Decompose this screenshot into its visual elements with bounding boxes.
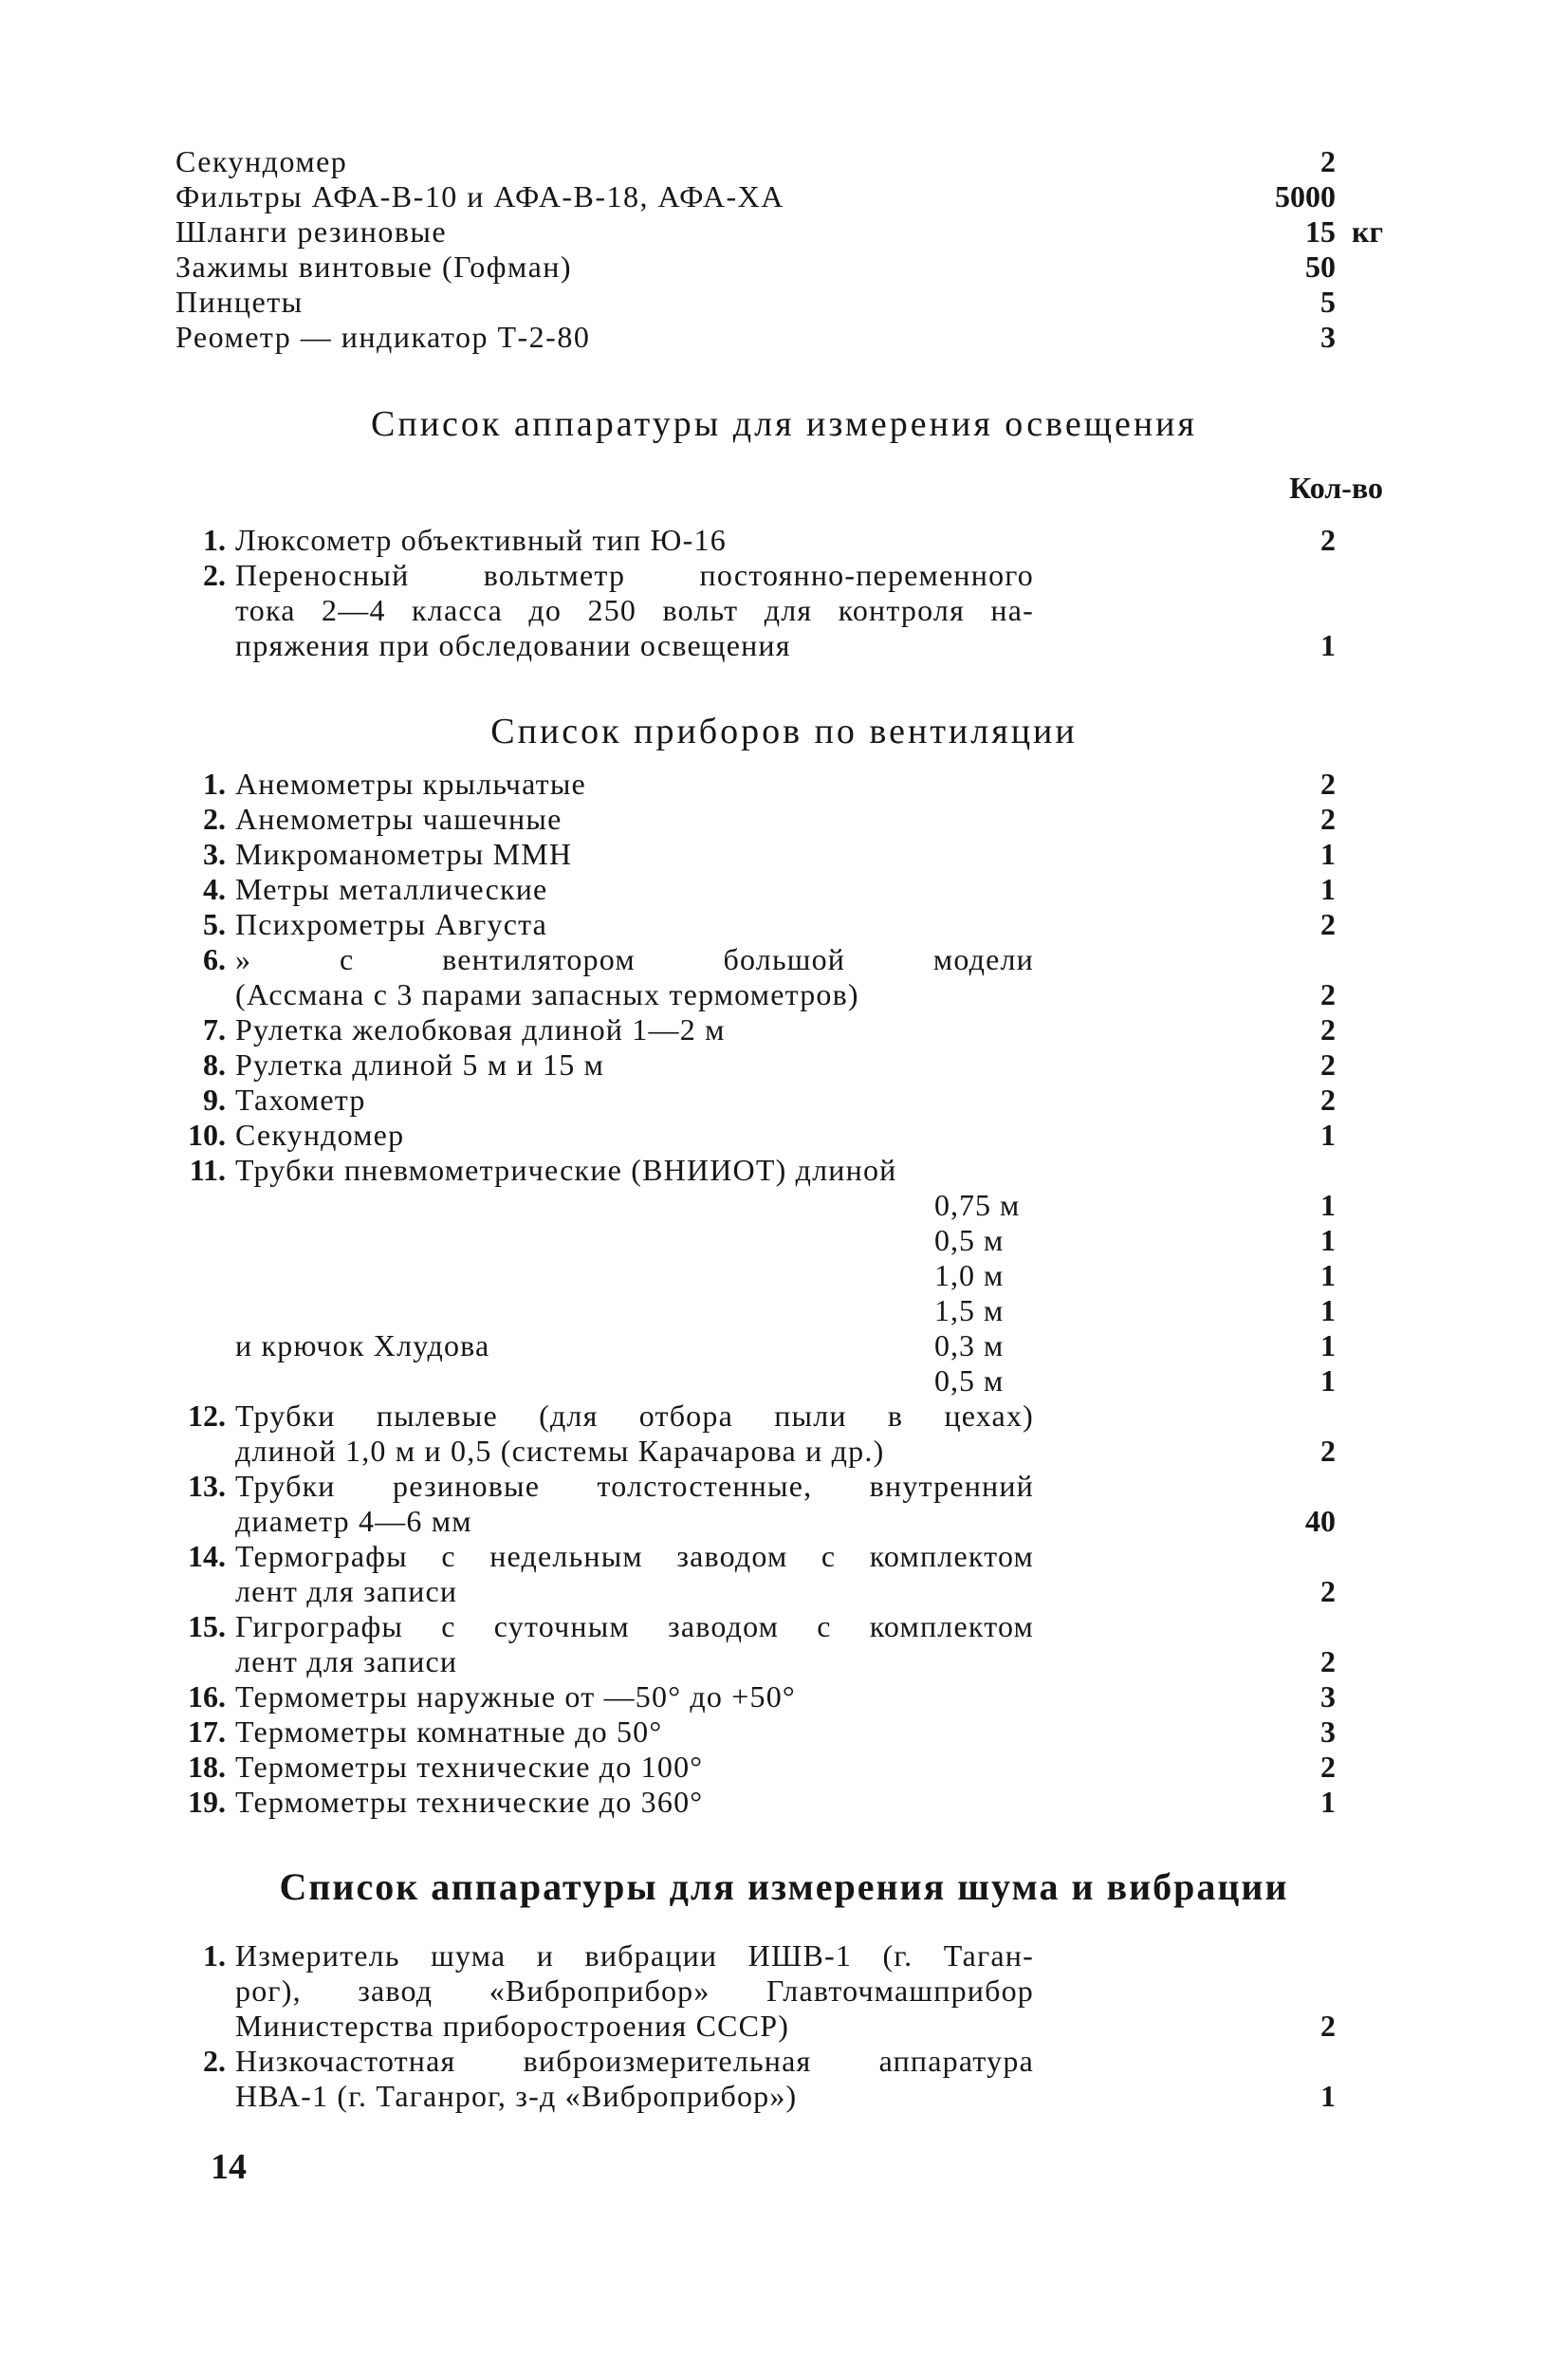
item-text: » с вентилятором большой модели [235,942,1034,976]
list-item [0,558,1568,593]
item-quantity: 2 [1320,1750,1336,1784]
item-quantity: 1 [1320,1363,1336,1398]
item-number: 1. [203,1938,226,1973]
item-text: Секундомер [235,1118,405,1152]
length-variant [0,1223,1568,1258]
item-quantity: 1 [1320,628,1336,662]
item-quantity: 5000 [1275,179,1336,213]
item-number: 13. [188,1469,226,1503]
item-text: лент для записи [235,1644,458,1678]
item-quantity: 3 [1320,320,1336,354]
variant-length: 1,5 м [934,1293,1005,1327]
item-name: Секундомер [175,144,348,178]
lighting-section-title: Список аппаратуры для измерения освещения [371,404,1197,444]
item-number: 2. [203,2044,226,2078]
list-item [0,802,1568,837]
item-quantity: 2 [1320,1644,1336,1678]
item-text: Низкочастотная виброизмерительная аппаратура [235,2044,1034,2078]
list-item-continuation [0,1973,1568,2009]
item-quantity: 5 [1320,285,1336,319]
item-quantity: 2 [1320,1434,1336,1468]
list-item-continuation [0,1644,1568,1679]
list-item [0,872,1568,907]
list-item [0,942,1568,977]
list-item [0,1083,1568,1118]
item-quantity: 1 [1320,1223,1336,1257]
length-variant [0,1293,1568,1328]
variant-length: 0,75 м [934,1188,1021,1222]
item-text: Термометры технические до 100° [235,1750,704,1784]
list-item [0,1399,1568,1434]
item-text: Термометры наружные от —50° до +50° [235,1679,796,1714]
item-text: Тахометр [235,1083,366,1117]
item-quantity: 2 [1320,523,1336,557]
page-number: 14 [211,2147,247,2187]
item-text: тока 2—4 класса до 250 вольт для контроля на- [235,593,1034,627]
item-quantity: 2 [1320,1047,1336,1082]
list-item [0,1679,1568,1714]
list-item [0,1469,1568,1504]
item-quantity: 40 [1305,1504,1336,1538]
item-quantity: 1 [1320,1258,1336,1292]
item-text: Рулетка желобковая длиной 1—2 м [235,1012,726,1047]
item-unit: кг [1352,214,1383,249]
item-quantity: 3 [1320,1714,1336,1749]
list-item-continuation [0,593,1568,628]
list-item-continuation [0,1434,1568,1469]
item-text: Трубки резиновые толстостенные, внутренний [235,1469,1034,1503]
lighting-equipment-list [0,523,1568,663]
list-item [0,1609,1568,1644]
item-text: Переносный вольтметр постоянно-переменного [235,558,1034,592]
length-variant [0,1363,1568,1399]
noise-section-title: Список аппаратуры для измерения шума и вибрации [279,1865,1289,1908]
list-item [0,144,1568,179]
item-quantity: 1 [1320,2079,1336,2113]
item-number: 15. [188,1609,226,1643]
item-text: лент для записи [235,1574,458,1608]
item-number: 3. [203,837,226,871]
list-item-continuation [0,2009,1568,2044]
item-text: Министерства приборостроения СССР) [235,2009,790,2043]
length-variant [0,1258,1568,1293]
item-text: Трубки пневмометрические (ВНИИОТ) длиной [235,1153,897,1187]
list-item-continuation [0,1504,1568,1539]
item-text: длиной 1,0 м и 0,5 (системы Карачарова и др.) [235,1434,885,1468]
list-item [0,1012,1568,1047]
item-name: Пинцеты [175,285,304,319]
list-item [0,1153,1568,1188]
item-number: 1. [203,523,226,557]
item-quantity: 2 [1320,907,1336,941]
variant-label: и крючок Хлудова [235,1328,490,1362]
item-quantity: 2 [1320,1012,1336,1047]
item-name: Зажимы винтовые (Гофман) [175,250,573,284]
item-quantity: 1 [1320,872,1336,906]
item-text: Анемометры крыльчатые [235,767,586,801]
item-quantity: 2 [1320,977,1336,1011]
item-number: 19. [188,1785,226,1819]
list-item [0,907,1568,942]
item-text: рог), завод «Виброприбор» Главточмашприбор [235,1973,1034,2008]
item-quantity: 2 [1320,1083,1336,1117]
variant-length: 0,3 м [934,1328,1005,1362]
list-item [0,837,1568,872]
item-quantity: 1 [1320,1293,1336,1327]
item-quantity: 1 [1320,1118,1336,1152]
variant-length: 0,5 м [934,1363,1005,1398]
list-item [0,250,1568,285]
item-quantity: 1 [1320,837,1336,871]
item-quantity: 1 [1320,1785,1336,1819]
item-quantity: 15 [1305,214,1336,249]
item-text: НВА-1 (г. Таганрог, з-д «Виброприбор») [235,2079,798,2113]
list-item [0,285,1568,320]
list-item [0,1047,1568,1083]
item-name: Шланги резиновые [175,214,448,249]
list-item-continuation [0,977,1568,1012]
list-item-continuation [0,628,1568,663]
list-item [0,767,1568,802]
item-name: Фильтры АФА-В-10 и АФА-В-18, АФА-ХА [175,179,784,213]
list-item [0,523,1568,558]
item-number: 9. [203,1083,226,1117]
list-item [0,179,1568,214]
item-text: Метры металлические [235,872,548,906]
item-quantity: 2 [1320,767,1336,801]
item-number: 1. [203,767,226,801]
list-item [0,320,1568,355]
length-variant [0,1188,1568,1223]
item-number: 16. [188,1679,226,1714]
noise-equipment-list [0,1938,1568,2114]
item-text: пряжения при обследовании освещения [235,628,791,662]
list-item-continuation [0,2079,1568,2114]
item-number: 2. [203,558,226,592]
list-item [0,1539,1568,1574]
item-number: 4. [203,872,226,906]
item-text: диаметр 4—6 мм [235,1504,472,1538]
item-text: Анемометры чашечные [235,802,563,836]
item-quantity: 2 [1320,2009,1336,2043]
item-number: 5. [203,907,226,941]
item-text: (Ассмана с 3 парами запасных термометров) [235,977,859,1011]
variant-length: 0,5 м [934,1223,1005,1257]
item-quantity: 50 [1305,250,1336,284]
item-text: Психрометры Августа [235,907,548,941]
item-number: 11. [189,1153,226,1187]
list-item [0,1938,1568,1973]
item-quantity: 2 [1320,1574,1336,1608]
item-text: Термометры комнатные до 50° [235,1714,663,1749]
item-number: 17. [188,1714,226,1749]
list-item [0,2044,1568,2079]
quantity-column-header: Кол-во [1289,471,1383,505]
ventilation-equipment-list [0,767,1568,1820]
item-number: 7. [203,1012,226,1047]
length-variant [0,1328,1568,1363]
list-item [0,1750,1568,1785]
list-item [0,214,1568,250]
list-item-continuation [0,1574,1568,1609]
item-text: Трубки пылевые (для отбора пыли в цехах) [235,1399,1034,1433]
item-quantity: 2 [1320,144,1336,178]
item-text: Термографы с недельным заводом с комплектом [235,1539,1034,1573]
item-number: 14. [188,1539,226,1573]
item-number: 18. [188,1750,226,1784]
item-number: 2. [203,802,226,836]
item-quantity: 3 [1320,1679,1336,1714]
item-quantity: 1 [1320,1328,1336,1362]
item-text: Микроманометры ММН [235,837,573,871]
item-number: 10. [188,1118,226,1152]
list-item [0,1714,1568,1750]
item-text: Рулетка длиной 5 м и 15 м [235,1047,605,1082]
item-number: 6. [203,942,226,976]
item-name: Реометр — индикатор Т-2-80 [175,320,591,354]
item-number: 8. [203,1047,226,1082]
item-text: Гигрографы с суточным заводом с комплектом [235,1609,1034,1643]
list-item [0,1118,1568,1153]
item-quantity: 2 [1320,802,1336,836]
item-text: Термометры технические до 360° [235,1785,704,1819]
list-item [0,1785,1568,1820]
item-number: 12. [188,1399,226,1433]
item-text: Люксометр объективный тип Ю-16 [235,523,727,557]
ventilation-section-title: Список приборов по вентиляции [490,712,1078,751]
item-quantity: 1 [1320,1188,1336,1222]
top-equipment-list [0,144,1568,355]
variant-length: 1,0 м [934,1258,1005,1292]
item-text: Измеритель шума и вибрации ИШВ-1 (г. Таган- [235,1938,1034,1973]
